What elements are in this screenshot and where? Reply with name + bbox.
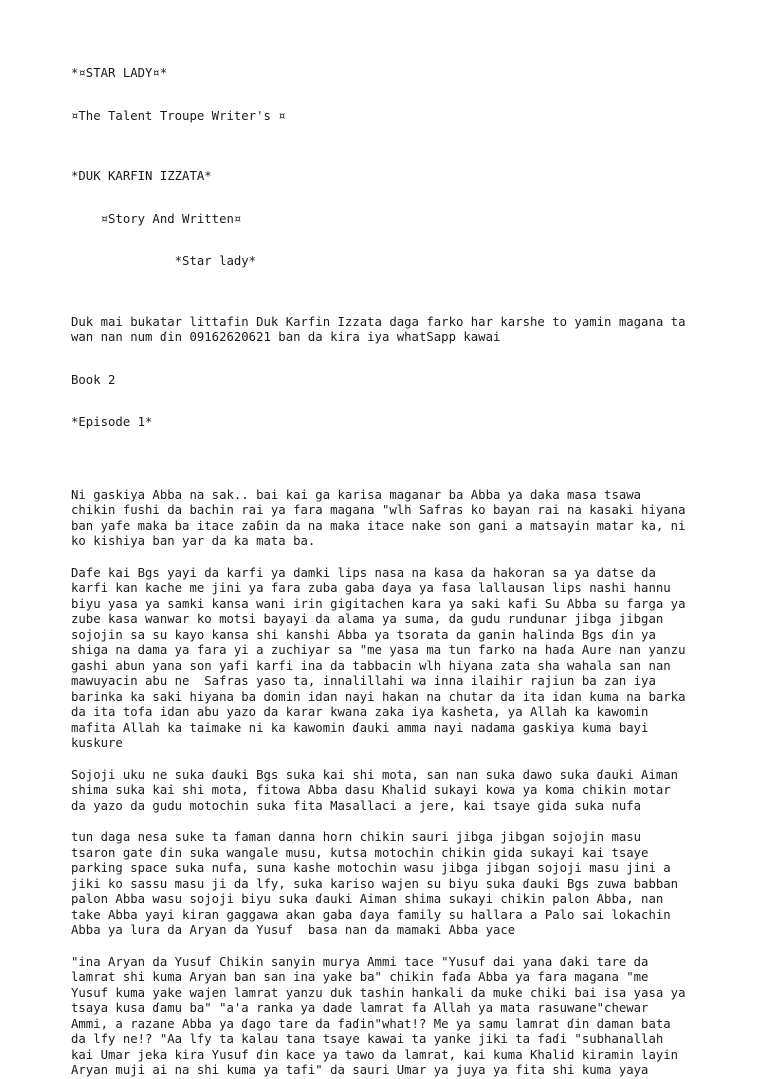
text-line: ko kishiya ban yar da ka mata ba. bbox=[71, 534, 316, 548]
story-paragraph bbox=[71, 955, 711, 1079]
text-line: Sojoji uku ne suka ɗauki Bgs suka kai shi mota, san nan suka dawo suka ɗauki Aiman bbox=[71, 767, 679, 782]
book-title: *DUK KARFIN IZZATA* bbox=[71, 169, 212, 183]
text-line: kuskure bbox=[71, 736, 123, 750]
text-line: wan nan num ɗin 09162620621 ban da kira iya whatSapp kawai bbox=[71, 330, 501, 344]
text-line: jiki ko sassu masu ji da lfy, suka kariso wajen su biyu suka ɗauki Bgs zuwa babban bbox=[71, 876, 679, 891]
text-line: ban yafe maka ba itace zaɓin da na maka itace nake son gani a matsayin matar ka, ni bbox=[71, 518, 686, 533]
text-line: take Abba yayi kiran gaggawa akan gaba ɗaya family su hallara a Palo sai lokachin bbox=[71, 907, 671, 922]
text-line: kai Umar jeka kira Yusuf ɗin kace ya tawo da lamrat, kai kuma Khalid kiramin layin bbox=[71, 1047, 679, 1062]
text-line: mafita Allah ka taimake ni ka kawomin ɗauki amma nayi nadama gaskiya kuma bayi bbox=[71, 720, 649, 735]
story-paragraph bbox=[71, 830, 711, 939]
text-line: Ammi, a razane Abba ya ɗago tare da faɗin"what!? Me ya samu lamrat ɗin daman bata bbox=[71, 1016, 671, 1031]
text-line: Dafe kai Bgs yayi da karfi ya damki lips nasa na kasa da hakoran sa ya datse da bbox=[71, 565, 656, 580]
text-line: barinka ka saki hiyana ba domin idan nayi hakan na chutar da ita idan kuma na barka bbox=[71, 689, 686, 704]
story-body bbox=[71, 488, 711, 1079]
header-title: *¤STAR LADY¤* bbox=[71, 66, 168, 80]
text-line: palon Abba wasu sojoji biyu suka ɗauki Aiman shima sukayi chikin palon Abba, nan bbox=[71, 892, 664, 906]
notice-paragraph bbox=[71, 315, 711, 346]
text-line: da ita tofa idan abu yazo da karar kwana zaka iya kasheta, ya Allah ka kawomin bbox=[71, 705, 649, 719]
text-line: tsaron gate ɗin suka wangale musu, kutsa motochin chikin gida sukayi kai tsaye bbox=[71, 845, 649, 860]
story-paragraph bbox=[71, 488, 711, 550]
story-paragraph bbox=[71, 768, 711, 815]
text-line: Duk mai bukatar littafin Duk Karfin Izzata daga farko har karshe to yamin magana ta bbox=[71, 314, 686, 329]
text-line: tun daga nesa suke ta faman danna horn chikin sauri jibga jibgan sojojin masu bbox=[71, 830, 642, 844]
text-line: zube kasa wanwar ko motsi bayayi da alama ya suma, da gudu rundunar jibga jibgan bbox=[71, 612, 664, 626]
text-line: gashi abun yana son yafi karfi ina da tabbacin wlh hiyana zata sha wahala san nan bbox=[71, 658, 671, 673]
text-line: tsaya kusa ɗamu ba" "a'a ranka ya dade lamrat fa Allah ya mata rasuwane"chewar bbox=[71, 1001, 649, 1015]
text-line: shiga na dama ya fara yi a zuchiyar sa "me yasa ma tun farko na haɗa Aure nan yanzu bbox=[71, 643, 686, 657]
text-line: parking space suka nufa, suna kashe motochin wasu jibga jibgan sojoji masu jini a bbox=[71, 861, 671, 875]
text-line: Abba ya lura da Aryan da Yusuf basa nan da mamaki Abba yace bbox=[71, 923, 516, 937]
author-name: *Star lady* bbox=[71, 254, 257, 268]
episode-label: *Episode 1* bbox=[71, 415, 153, 429]
text-line: sojojin sa su kayo kansa shi kanshi Abba ya tsorata da ganin halinda Bgs ɗin ya bbox=[71, 627, 656, 642]
text-line: lamrat shi kuma Aryan ban san ina yake ba" chikin faɗa Abba ya fara magana "me bbox=[71, 970, 649, 984]
header-group: ¤The Talent Troupe Writer's ¤ bbox=[71, 108, 286, 123]
text-line: shima suka kai shi mota, fitowa Abba dasu Khalid sukayi kowa ya koma chikin motar bbox=[71, 783, 671, 797]
story-credit: ¤Story And Written¤ bbox=[71, 211, 242, 226]
text-line: biyu yasa ya samki kansa wani irin gigitachen kara ya saki kafi Su Abba su farga ya bbox=[71, 596, 686, 611]
text-line: mawuyacin abu ne Safras yaso ta, innalillahi wa inna ilaihir rajiun ba zan iya bbox=[71, 674, 656, 688]
text-line: Ni gaskiya Abba na sak.. bai kai ga karisa maganar ba Abba ya daka masa tsawa bbox=[71, 487, 642, 502]
text-line: Yusuf kuma yake wajen lamrat yanzu duk tashin hankali da muke chiki bai isa yasa ya bbox=[71, 985, 686, 1000]
text-line: karfi kan kache me jini ya fara zuba gaba ɗaya ya fasa lallausan lips nashi hannu bbox=[71, 581, 671, 595]
text-line: Aryan muji ai na shi kuma ya tafi" da sauri Umar ya juya ya fita shi kuma yaya bbox=[71, 1063, 649, 1077]
text-line: chikin fushi da bachin rai ya fara magana "wlh Safras ko bayan rai na kasaki hiyana bbox=[71, 503, 686, 517]
story-paragraph bbox=[71, 566, 711, 752]
text-line: "ina Aryan da Yusuf Chikin sanyin murya Ammi tace "Yusuf dai yana ɗaki tare da bbox=[71, 954, 649, 969]
book-number: Book 2 bbox=[71, 372, 116, 387]
text-line: da lfy ne!? "Aa lfy ta kalau tana tsaye kawai ta yanke jiki ta faɗi "subhanallah bbox=[71, 1032, 664, 1046]
document-page bbox=[71, 66, 711, 1079]
text-line: da yazo da gudu motochin suka fita Masallaci a jere, kai tsaye gida suka nufa bbox=[71, 798, 642, 813]
